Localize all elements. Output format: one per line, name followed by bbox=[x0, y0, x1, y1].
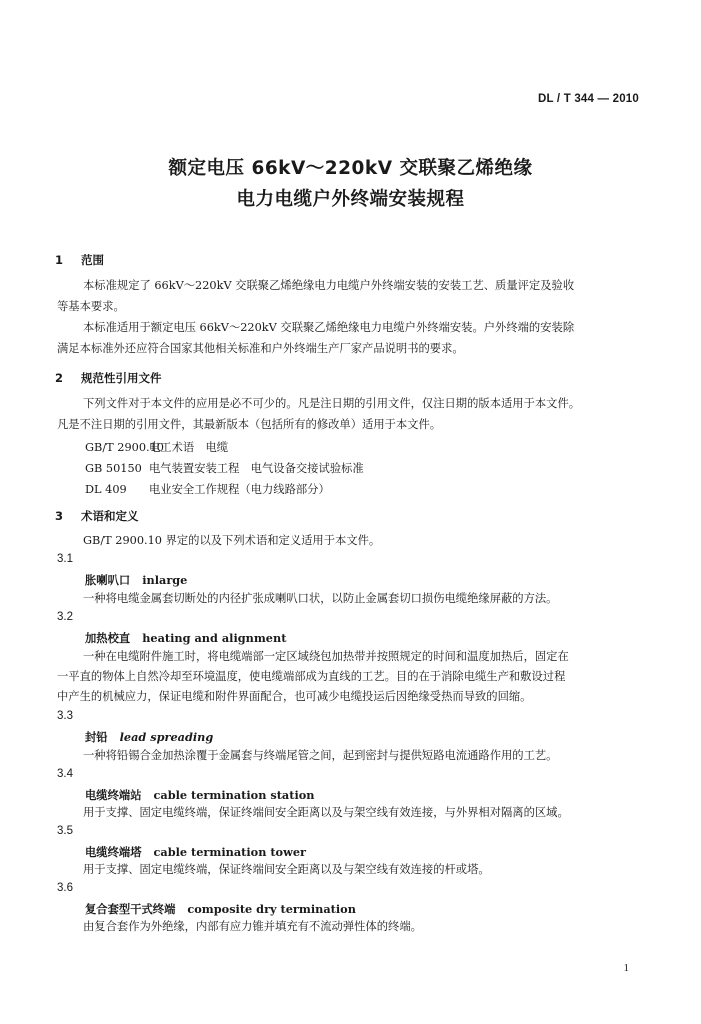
section-title: 规范性引用文件 bbox=[81, 371, 162, 385]
term-en: composite dry termination bbox=[187, 902, 356, 916]
term-heading bbox=[85, 729, 213, 745]
reference-code: GB 50150 bbox=[85, 462, 142, 475]
term-heading bbox=[85, 572, 187, 588]
paragraph-line: 本标准适用于额定电压 66kV～220kV 交联聚乙烯绝缘电力电缆户外终端安装。户外终端的安装除 bbox=[83, 321, 575, 334]
term-en: cable termination station bbox=[153, 788, 315, 802]
reference-code: GB/T 2900.10 bbox=[85, 441, 164, 454]
term-en: cable termination tower bbox=[153, 845, 306, 859]
clause-number: 3.3 bbox=[57, 710, 73, 722]
term-heading bbox=[85, 844, 306, 860]
paragraph-line: 本标准规定了 66kV～220kV 交联聚乙烯绝缘电力电缆户外终端安装的安装工艺、质量评定及验收 bbox=[83, 279, 575, 292]
reference-title: 电气装置安装工程 电气设备交接试验标准 bbox=[149, 462, 364, 475]
reference-title: 电业安全工作规程（电力线路部分） bbox=[149, 483, 330, 496]
paragraph-line: 等基本要求。 bbox=[57, 300, 125, 313]
definition-line: 一种在电缆附件施工时，将电缆端部一定区域绕包加热带并按照规定的时间和温度加热后，固定在 bbox=[83, 650, 569, 663]
title-line-1: 额定电压 66kV～220kV 交联聚乙烯绝缘 bbox=[168, 158, 533, 179]
term-zh: 加热校直 bbox=[85, 632, 131, 645]
clause-number: 3.4 bbox=[57, 768, 73, 780]
paragraph-line: 满足本标准外还应符合国家其他相关标准和户外终端生产厂家产品说明书的要求。 bbox=[57, 342, 464, 355]
definition-line: 一种将铅锡合金加热涂覆于金属套与终端尾管之间，起到密封与提供短路电流通路作用的工艺。 bbox=[83, 749, 558, 762]
term-zh: 胀喇叭口 bbox=[85, 574, 131, 587]
term-zh: 电缆终端站 bbox=[85, 789, 142, 802]
reference-item bbox=[85, 439, 228, 455]
standard-number: DL / T 344 — 2010 bbox=[538, 93, 639, 105]
term-heading bbox=[85, 630, 286, 646]
term-heading bbox=[85, 787, 315, 803]
definition-line: 由复合套作为外绝缘，内部有应力锥并填充有不流动弹性体的终端。 bbox=[83, 920, 422, 933]
reference-item bbox=[85, 481, 330, 497]
section-title: 术语和定义 bbox=[81, 509, 139, 523]
definition-line: 一种将电缆金属套切断处的内径扩张成喇叭口状，以防止金属套切口损伤电缆绝缘屏蔽的方法。 bbox=[83, 592, 558, 605]
title-line-2: 电力电缆户外终端安装规程 bbox=[236, 189, 465, 210]
section-3-heading bbox=[55, 508, 139, 524]
section-2-heading bbox=[55, 370, 162, 386]
section-1-heading bbox=[55, 252, 104, 268]
clause-number: 3.6 bbox=[57, 882, 73, 894]
reference-code: DL 409 bbox=[85, 483, 127, 496]
term-zh: 封铅 bbox=[85, 731, 108, 744]
term-heading bbox=[85, 901, 356, 917]
page-number: 1 bbox=[623, 962, 629, 974]
definition-line: 用于支撑、固定电缆终端，保证终端间安全距离以及与架空线有效连接，与外界相对隔离的区域。 bbox=[83, 806, 569, 819]
section-number: 3 bbox=[55, 509, 64, 523]
term-en: lead spreading bbox=[119, 730, 214, 744]
term-zh: 复合套型干式终端 bbox=[85, 903, 176, 916]
section-number: 1 bbox=[55, 253, 64, 267]
reference-item bbox=[85, 460, 364, 476]
definition-line: 一平直的物体上自然冷却至环境温度，使电缆端部成为直线的工艺。目的在于消除电缆生产和敷设过程 bbox=[57, 670, 566, 683]
paragraph-line: 下列文件对于本文件的应用是必不可少的。凡是注日期的引用文件，仅注日期的版本适用于本文件。 bbox=[83, 397, 581, 410]
clause-number: 3.2 bbox=[57, 611, 73, 623]
section-number: 2 bbox=[55, 371, 64, 385]
paragraph-line: 凡是不注日期的引用文件，其最新版本（包括所有的修改单）适用于本文件。 bbox=[57, 418, 442, 431]
clause-number: 3.5 bbox=[57, 825, 73, 837]
definition-line: 中产生的机械应力，保证电缆和附件界面配合，也可减少电缆投运后因绝缘受热而导致的回缩。 bbox=[57, 690, 532, 703]
term-en: heating and alignment bbox=[142, 631, 287, 645]
term-en: inlarge bbox=[142, 573, 188, 587]
term-zh: 电缆终端塔 bbox=[85, 846, 142, 859]
definition-line: 用于支撑、固定电缆终端，保证终端间安全距离以及与架空线有效连接的杆或塔。 bbox=[83, 863, 490, 876]
section-title: 范围 bbox=[81, 253, 104, 267]
reference-title: 电工术语 电缆 bbox=[149, 441, 229, 454]
clause-number: 3.1 bbox=[57, 553, 73, 565]
section-intro: GB/T 2900.10 界定的以及下列术语和定义适用于本文件。 bbox=[83, 534, 381, 547]
